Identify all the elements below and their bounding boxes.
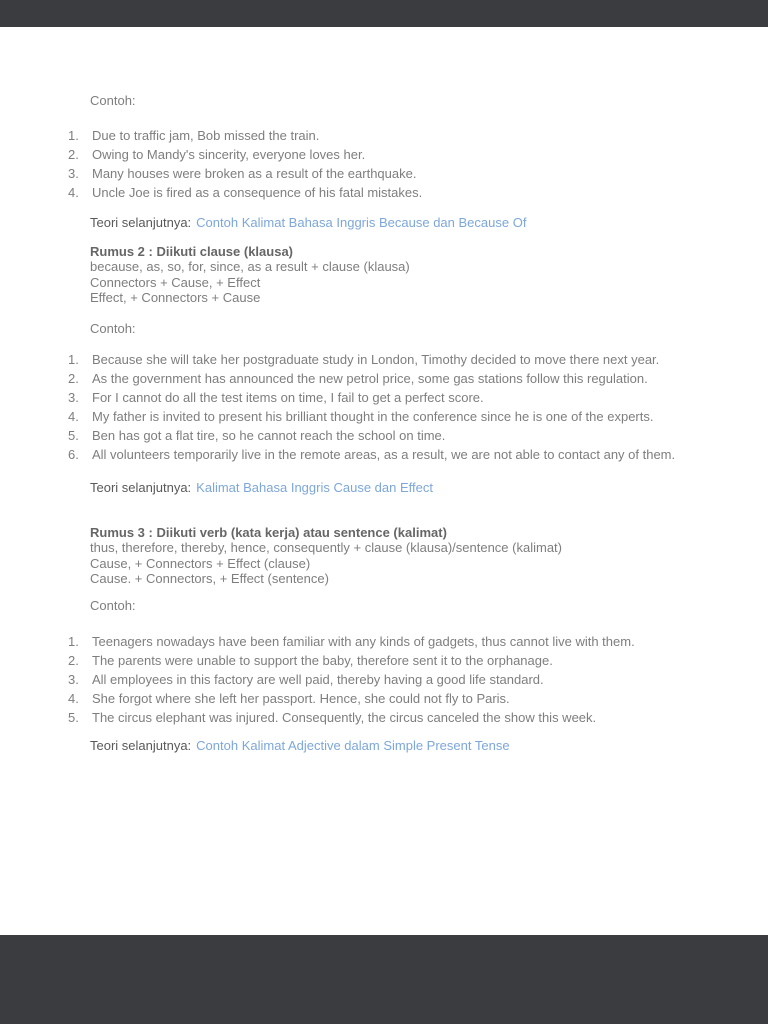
formula-block-3 xyxy=(90,525,562,586)
list-item-text: All employees in this factory are well paid, thereby having a good life standard. xyxy=(92,672,544,687)
formula-line: because, as, so, for, since, as a result + clause (klausa) xyxy=(90,259,410,275)
list-item-text: Owing to Mandy's sincerity, everyone loves her. xyxy=(92,147,366,162)
next-theory-line-3 xyxy=(90,738,510,753)
list-item-number xyxy=(68,634,92,649)
viewer-background-bottom xyxy=(0,935,768,1024)
next-theory-link[interactable]: Kalimat Bahasa Inggris Cause dan Effect xyxy=(196,480,433,495)
list-item-number xyxy=(68,447,92,462)
list-item-number xyxy=(68,672,92,687)
list-item-text: Because she will take her postgraduate study in London, Timothy decided to move there next year. xyxy=(92,352,660,367)
list-item xyxy=(68,128,758,143)
list-item-text: The parents were unable to support the baby, therefore sent it to the orphanage. xyxy=(92,653,553,668)
list-item-number xyxy=(68,185,92,200)
list-item xyxy=(68,352,758,367)
list-item xyxy=(68,672,758,687)
list-item-text: Due to traffic jam, Bob missed the train. xyxy=(92,128,320,143)
example-list-2 xyxy=(68,352,758,466)
list-item xyxy=(68,634,758,649)
list-item xyxy=(68,185,758,200)
next-theory-line-2 xyxy=(90,480,433,495)
next-theory-line-1 xyxy=(90,215,526,230)
list-item-text: For I cannot do all the test items on time, I fail to get a perfect score. xyxy=(92,390,484,405)
list-item-number xyxy=(68,128,92,143)
formula-heading: Rumus 3 : Diikuti verb (kata kerja) atau sentence (kalimat) xyxy=(90,525,447,540)
list-item xyxy=(68,710,758,725)
viewer-background-top xyxy=(0,0,768,27)
formula-line: thus, therefore, thereby, hence, consequently + clause (klausa)/sentence (kalimat) xyxy=(90,540,562,556)
formula-line: Connectors + Cause, + Effect xyxy=(90,274,261,290)
list-item xyxy=(68,390,758,405)
list-item-number xyxy=(68,710,92,725)
formula-line: Cause, + Connectors + Effect (clause) xyxy=(90,555,311,571)
list-item-number xyxy=(68,691,92,706)
list-item-number xyxy=(68,390,92,405)
formula-block-2 xyxy=(90,244,410,305)
list-item xyxy=(68,653,758,668)
list-item-text: As the government has announced the new petrol price, some gas stations follow this regulation. xyxy=(92,371,648,386)
list-item-text: The circus elephant was injured. Consequently, the circus canceled the show this week. xyxy=(92,710,597,725)
next-theory-link[interactable]: Contoh Kalimat Bahasa Inggris Because dan Because Of xyxy=(196,215,527,230)
list-item-number xyxy=(68,653,92,668)
example-list-3 xyxy=(68,634,758,729)
list-item xyxy=(68,447,758,462)
example-heading-1: Contoh: xyxy=(90,93,136,108)
formula-line: Cause. + Connectors, + Effect (sentence) xyxy=(90,570,329,586)
list-item-number xyxy=(68,147,92,162)
example-list-1 xyxy=(68,128,758,204)
list-item-text: Many houses were broken as a result of the earthquake. xyxy=(92,166,417,181)
list-item-number xyxy=(68,428,92,443)
list-item-text: All volunteers temporarily live in the remote areas, as a result, we are not able to contact any of them. xyxy=(92,447,676,462)
list-item-text: Ben has got a flat tire, so he cannot reach the school on time. xyxy=(92,428,446,443)
list-item xyxy=(68,691,758,706)
list-item xyxy=(68,371,758,386)
formula-heading: Rumus 2 : Diikuti clause (klausa) xyxy=(90,244,294,259)
list-item-text: She forgot where she left her passport. Hence, she could not fly to Paris. xyxy=(92,691,510,706)
list-item-number xyxy=(68,166,92,181)
next-theory-label: Teori selanjutnya: xyxy=(90,215,192,230)
list-item-text: Uncle Joe is fired as a consequence of his fatal mistakes. xyxy=(92,185,423,200)
list-item xyxy=(68,428,758,443)
list-item-number xyxy=(68,352,92,367)
example-heading-3: Contoh: xyxy=(90,598,136,613)
list-item xyxy=(68,409,758,424)
list-item-text: My father is invited to present his brilliant thought in the conference since he is one of the experts. xyxy=(92,409,654,424)
list-item-number xyxy=(68,409,92,424)
list-item xyxy=(68,147,758,162)
list-item-text: Teenagers nowadays have been familiar with any kinds of gadgets, thus cannot live with them. xyxy=(92,634,635,649)
next-theory-link[interactable]: Contoh Kalimat Adjective dalam Simple Present Tense xyxy=(196,738,510,753)
list-item xyxy=(68,166,758,181)
formula-line: Effect, + Connectors + Cause xyxy=(90,289,261,305)
list-item-number xyxy=(68,371,92,386)
next-theory-label: Teori selanjutnya: xyxy=(90,738,192,753)
next-theory-label: Teori selanjutnya: xyxy=(90,480,192,495)
example-heading-2: Contoh: xyxy=(90,321,136,336)
